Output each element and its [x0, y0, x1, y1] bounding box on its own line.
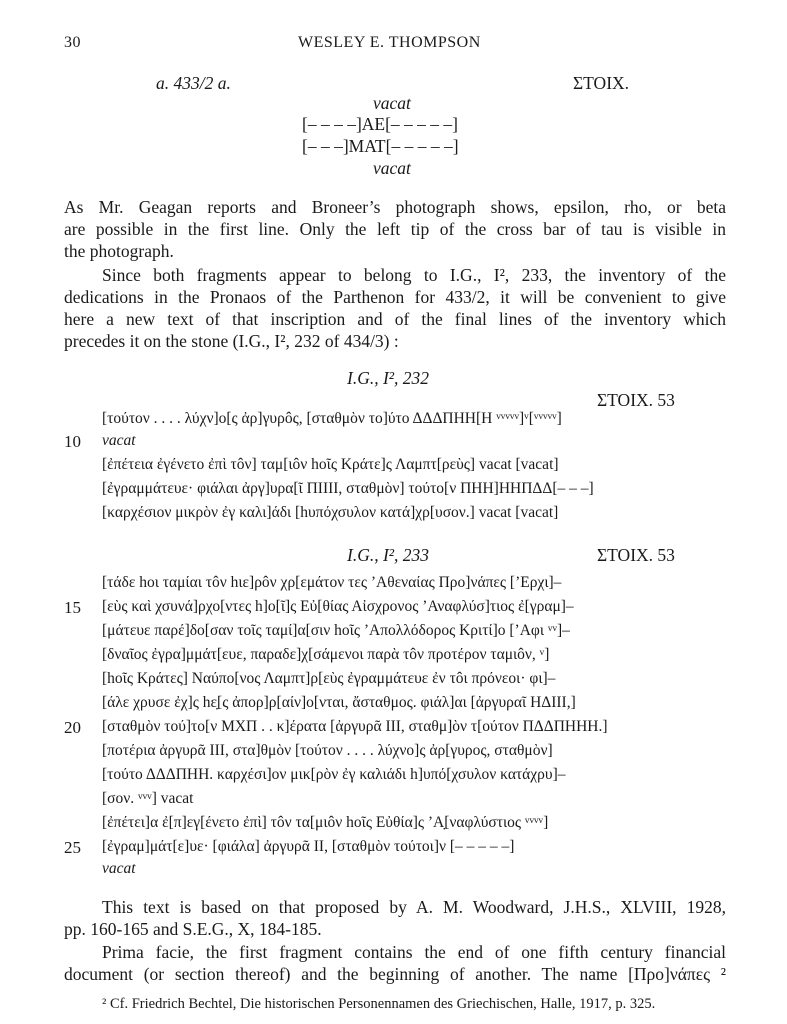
paragraph-1-line-2: are possible in the first line. Only the left tip of the cross bar of tau is visible in	[64, 219, 726, 239]
ig233-line-22: [τούτο ΔΔΔΠΗΗ. καρχέσι]ον μικ[ρὸν ἐγ καλιάδι h]υπό[χσυλον κατάχρυ]–	[102, 766, 566, 783]
paragraph-3-line-1: This text is based on that proposed by A. M. Woodward, J.H.S., XLVIII, 1928,	[102, 897, 726, 917]
ig233-line-24: [ἐπέτει]α ἐ[π]εγ[ένετο ἐπὶ] τôν τα[μιôν hοῖς Εὐθία]ς ’Α̣[ναφλύστιος ᵛᵛᵛᵛ]	[102, 814, 549, 831]
paragraph-2-line-1: Since both fragments appear to belong to I.G., I², 233, the inventory of the	[102, 265, 726, 285]
fragment-line-1: [– – – –]ΑΕ[– – – – –]	[302, 114, 459, 134]
ig233-line-25: [ἐγραμ]μάτ[ε]υε· [φιάλα] ἀργυρᾶ ΙΙ, [σταθμὸν τούτοι]ν [– – – – –]	[102, 838, 515, 855]
ig233-title: I.G., I², 233	[347, 545, 430, 565]
line-number-25: 25	[64, 838, 81, 857]
paragraph-2-line-4: precedes it on the stone (I.G., I², 232 of 434/3) :	[64, 331, 399, 351]
ig232-line-9: [τούτον . . . . λύχν]ο[ς ἀρ]γυρôς, [σταθμὸν το]ύτο ΔΔΔΠΗΗ[Η ᵛᵛᵛᵛᵛ]ᵛ[ᵛᵛᵛᵛᵛ]	[102, 410, 562, 427]
footnote: ² Cf. Friedrich Bechtel, Die historischen Personennamen des Griechischen, Halle, 1917, p. 325.	[102, 996, 656, 1012]
fragment-label: a. 433/2 a.	[156, 73, 231, 93]
ig233-stoich: ΣΤΟΙΧ. 53	[597, 545, 675, 565]
ig233-line-16: [μάτευε παρέ]δο[σαν τοῖς ταμί]α[σιν hοῖς ’Απολλόδορος Κριτί]ο [’Αφι ᵛᵛ]–	[102, 622, 570, 639]
line-number-15: 15	[64, 598, 81, 617]
paragraph-1-line-1: As Mr. Geagan reports and Broneer’s photograph shows, epsilon, rho, or beta	[64, 197, 726, 217]
ig233-line-14: [τάδε hοι ταμίαι τôν hιε]ρôν χρ[εμάτον τες ’Αθεναίας Προ]νάπες [’Ερχι]–	[102, 574, 562, 591]
paragraph-2-line-3: here a new text of that inscription and of the final lines of the inventory which	[64, 309, 726, 329]
ig233-line-18: [hοῖς Κράτες] Ναύπο[νος Λαμπτ]ρ[εὺς ἐγραμμάτευε ἐν τôι πρόνεοι· φι]–	[102, 670, 556, 687]
line-number-20: 20	[64, 718, 81, 737]
ig232-line-13: [καρχέσιον μικρὸν ἐγ καλι]άδι [hυπόχσυλον κατά]χρ[υσον.] vacat [vacat]	[102, 504, 559, 521]
fragment-line-2: [– – –]ΜΑΤ[– – – – –]	[302, 136, 459, 156]
ig232-line-12: [ἐγραμμάτευε· φιάλαι ἀργ]υρα[ῖ ΠΙΙΙΙ, σταθμὸν] τούτο[ν ΠΗΗ]ΗΗΠΔΔ[– – –]	[102, 480, 594, 497]
ig233-line-17: [δναῖος ἐγρα]μμάτ[ευε, παραδε]χ[σάμενοι παρὰ τôν προτέρον ταμιôν, ᵛ]	[102, 646, 550, 663]
ig232-title: I.G., I², 232	[347, 368, 430, 388]
ig233-line-23: [σον. ᵛᵛᵛ] vacat	[102, 790, 194, 807]
fragment-vacat-bottom: vacat	[373, 158, 411, 178]
ig232-line-10: vacat	[102, 432, 136, 449]
ig233-line-20: [σταθμὸν τού]το[ν ΜΧΠ . . κ]έρατα [ἀργυρᾶ ΙΙΙ, σταθμ]ὸν τ[ούτον ΠΔΔΠΗΗΗ.]	[102, 718, 608, 735]
paragraph-3-line-2: pp. 160-165 and S.E.G., X, 184-185.	[64, 919, 322, 939]
ig233-line-15: [εὺς καὶ χσυνά]ρχο[ντες h]ο[ῖ]ς Εὐ[θίας Αἰσχρονος ’Αναφλύσ]τιος ἐ[γραμ]–	[102, 598, 574, 615]
line-number-10: 10	[64, 432, 81, 451]
ig233-line-19: [άλε χρυσε ἐχ]ς hε̣[ς ἀπορ]ρ[αίν]ο[νται, ἄσταθμος. φιάλ]αι [ἀργυραῖ ΗΔΙΙΙ,]	[102, 694, 576, 711]
page-number: 30	[64, 34, 81, 51]
ig233-line-21: [ποτέρια ἀργυρᾶ ΙΙΙ, στα]θμὸν [τούτον . . . . λύχνο]ς ἀρ[γυρος, σταθμὸν]	[102, 742, 553, 759]
running-title: WESLEY E. THOMPSON	[298, 34, 481, 51]
paragraph-4-line-2: document (or section thereof) and the beginning of another. The name [Προ]νάπες ²	[64, 964, 726, 984]
ig232-line-11: [ἐπέτεια ἐγένετο ἐπὶ τôν] ταμ[ιôν hοῖς Κράτε]ς Λαμπτ[ρεὺς] vacat [vacat]	[102, 456, 559, 473]
ig233-line-26: vacat	[102, 860, 136, 877]
paragraph-1-line-3: the photograph.	[64, 241, 174, 261]
paragraph-4-line-1: Prima facie, the first fragment contains the end of one fifth century financial	[102, 942, 726, 962]
fragment-stoich: ΣΤΟΙΧ.	[573, 73, 630, 93]
fragment-vacat-top: vacat	[373, 93, 411, 113]
ig232-stoich: ΣΤΟΙΧ. 53	[597, 390, 675, 410]
paragraph-2-line-2: dedications in the Pronaos of the Parthenon for 433/2, it will be convenient to give	[64, 287, 726, 307]
